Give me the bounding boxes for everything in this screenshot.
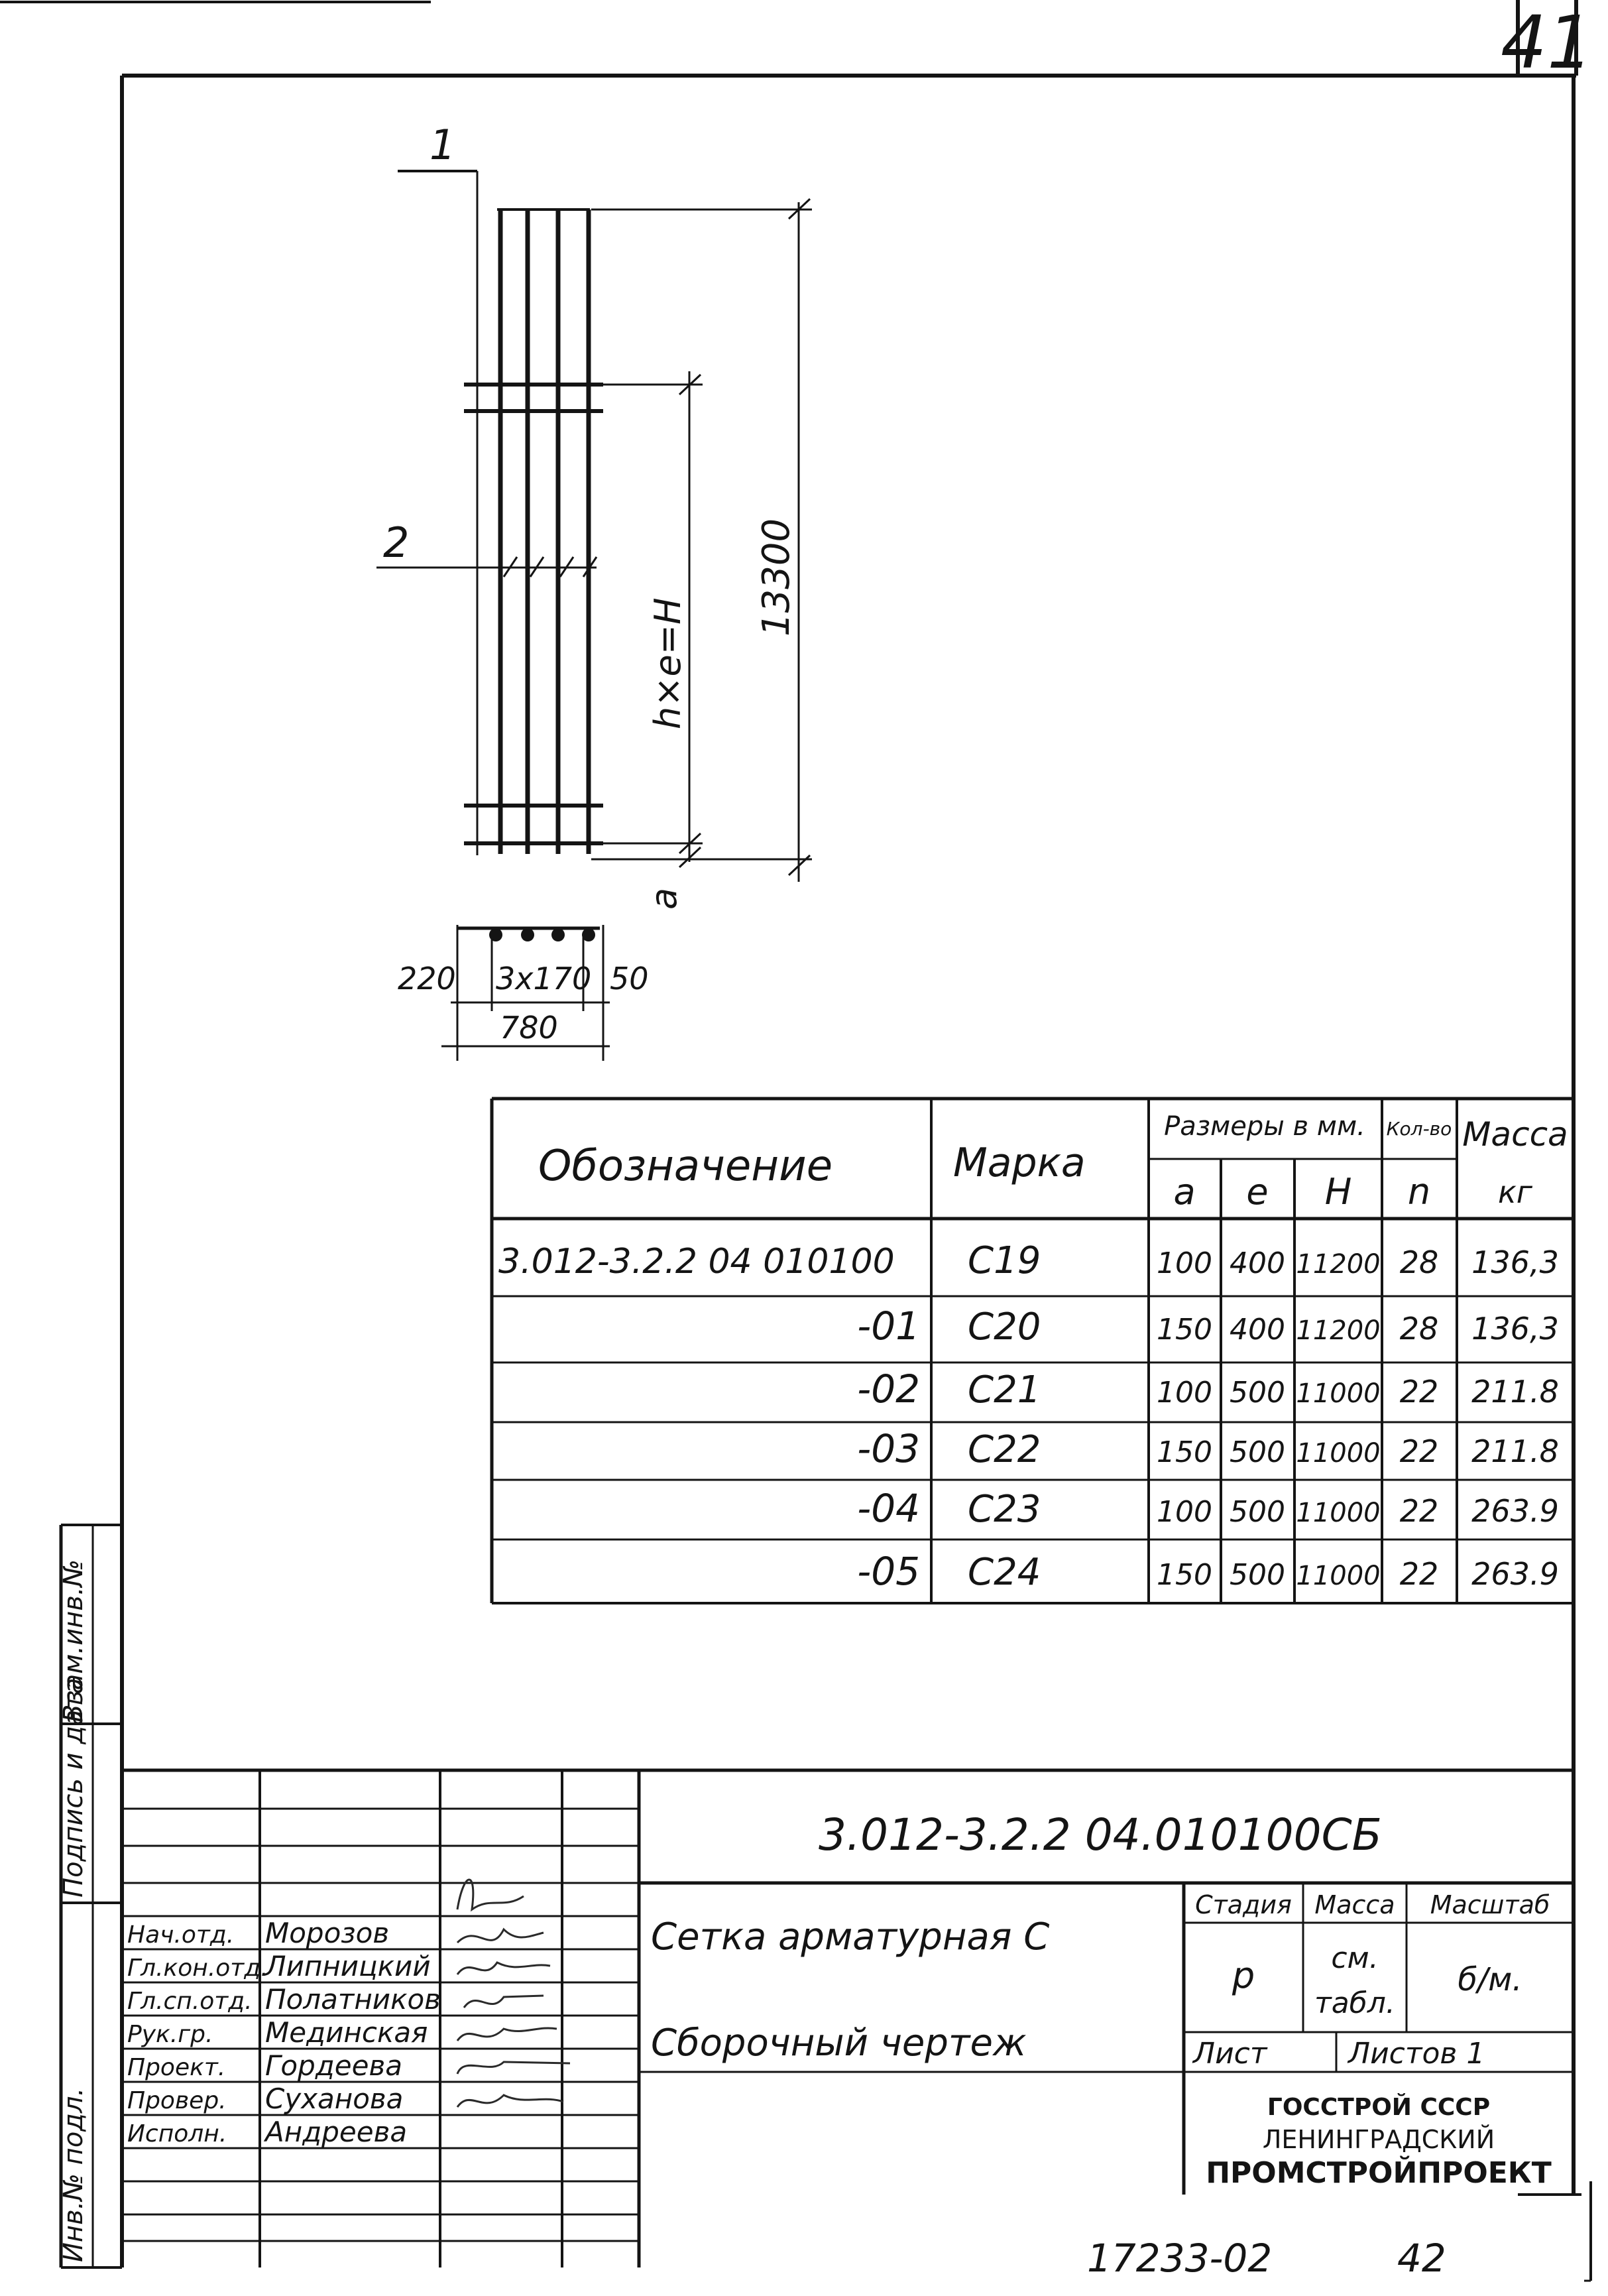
scale-value: б/м. bbox=[1458, 1961, 1522, 1998]
staff-role: Рук.гр. bbox=[127, 2021, 213, 2048]
row-e: 500 bbox=[1230, 1435, 1285, 1469]
sub-header-kg: кг bbox=[1498, 1174, 1532, 1210]
dimension-220: 220 bbox=[398, 961, 456, 997]
col-mass-header: Масса bbox=[1462, 1115, 1568, 1154]
sub-header-e: e bbox=[1246, 1171, 1269, 1213]
drawing-title-line1: Сетка арматурная С bbox=[651, 1915, 1050, 1959]
mass-value-1: см. bbox=[1331, 1941, 1379, 1975]
row-designation: -05 bbox=[857, 1549, 920, 1594]
signature-6 bbox=[457, 2062, 570, 2074]
signatures bbox=[457, 1880, 570, 2107]
side-label-vzam: Взам.инв.№ bbox=[58, 1559, 89, 1722]
side-label-podpis: Подпись и дата bbox=[58, 1677, 89, 1898]
row-e: 400 bbox=[1230, 1246, 1285, 1280]
footer-page-number: 42 bbox=[1397, 2236, 1446, 2281]
mesh-drawing bbox=[376, 171, 812, 1061]
row-mark: C24 bbox=[968, 1551, 1041, 1594]
row-mark: C19 bbox=[968, 1239, 1041, 1282]
position-1-label: 1 bbox=[430, 121, 456, 169]
row-a: 100 bbox=[1157, 1246, 1212, 1280]
row-designation: -02 bbox=[857, 1366, 920, 1412]
sub-header-a: a bbox=[1173, 1171, 1196, 1213]
row-mass: 136,3 bbox=[1471, 1311, 1559, 1347]
dimension-13300: 13300 bbox=[755, 518, 798, 636]
signature-5 bbox=[457, 2028, 557, 2041]
row-mark: C23 bbox=[968, 1488, 1041, 1531]
row-designation: -01 bbox=[857, 1303, 920, 1349]
staff-role: Исполн. bbox=[127, 2120, 227, 2147]
signature-4 bbox=[464, 1996, 544, 2008]
row-mass: 263.9 bbox=[1471, 1556, 1559, 1592]
staff-name: Мединская bbox=[265, 2016, 428, 2049]
staff-role: Нач.отд. bbox=[127, 1921, 235, 1949]
staff-name: Морозов bbox=[265, 1917, 390, 1949]
signature-3 bbox=[457, 1963, 550, 1974]
row-n: 28 bbox=[1399, 1244, 1439, 1280]
row-mass: 211.8 bbox=[1471, 1433, 1559, 1469]
section-bar-dots bbox=[489, 928, 595, 941]
col-mark-header: Марка bbox=[953, 1140, 1086, 1186]
stage-value: р bbox=[1232, 1955, 1255, 1996]
row-n: 28 bbox=[1399, 1311, 1439, 1347]
row-e: 500 bbox=[1230, 1558, 1285, 1592]
stage-label: Стадия bbox=[1195, 1890, 1292, 1919]
sub-header-H: H bbox=[1324, 1171, 1352, 1213]
org-line-2: ЛЕНИНГРАДСКИЙ bbox=[1262, 2125, 1495, 2154]
org-line-3: ПРОМСТРОЙПРОЕКТ bbox=[1206, 2156, 1552, 2190]
row-a: 100 bbox=[1157, 1495, 1212, 1529]
position-2-label: 2 bbox=[383, 518, 410, 567]
staff-role: Провер. bbox=[127, 2087, 227, 2114]
spec-table-rows bbox=[498, 1239, 1559, 1594]
row-n: 22 bbox=[1399, 1493, 1439, 1529]
row-designation: -03 bbox=[857, 1426, 920, 1471]
row-H: 11000 bbox=[1296, 1438, 1381, 1469]
row-H: 11000 bbox=[1296, 1561, 1381, 1591]
row-e: 500 bbox=[1230, 1376, 1285, 1410]
dimension-50: 50 bbox=[610, 961, 649, 997]
scale-label: Масштаб bbox=[1430, 1890, 1550, 1919]
staff-name: Гордеева bbox=[265, 2049, 402, 2082]
row-a: 150 bbox=[1157, 1435, 1212, 1469]
col-qty-header: Кол-во bbox=[1386, 1118, 1452, 1140]
row-mass: 263.9 bbox=[1471, 1493, 1559, 1529]
row-designation: -04 bbox=[857, 1486, 920, 1531]
col-sizes-header: Размеры в мм. bbox=[1164, 1111, 1365, 1142]
document-code: 3.012-3.2.2 04.010100СБ bbox=[819, 1809, 1382, 1860]
signature-1 bbox=[457, 1880, 524, 1909]
row-designation: 3.012-3.2.2 04 010100 bbox=[498, 1242, 895, 1282]
row-a: 100 bbox=[1157, 1376, 1212, 1410]
row-n: 22 bbox=[1399, 1556, 1439, 1592]
row-mark: C21 bbox=[968, 1368, 1041, 1412]
staff-name: Андреева bbox=[265, 2116, 408, 2148]
staff-name: Суханова bbox=[265, 2083, 404, 2115]
dimension-3x170: 3x170 bbox=[496, 961, 592, 997]
dimension-780: 780 bbox=[500, 1010, 558, 1046]
page-number: 41 bbox=[1501, 0, 1593, 85]
mass-label: Масса bbox=[1314, 1890, 1395, 1919]
staff-list bbox=[127, 1917, 441, 2148]
side-label-inv-podl: Инв.№ подл. bbox=[58, 2087, 89, 2262]
col-designation-header: Обозначение bbox=[538, 1142, 833, 1191]
signature-2 bbox=[457, 1929, 544, 1943]
row-mass: 211.8 bbox=[1471, 1374, 1559, 1410]
archive-number: 17233-02 bbox=[1087, 2236, 1273, 2281]
row-n: 22 bbox=[1399, 1374, 1439, 1410]
row-a: 150 bbox=[1157, 1313, 1212, 1347]
staff-role: Гл.сп.отд. bbox=[127, 1988, 253, 2015]
row-H: 11200 bbox=[1296, 1249, 1381, 1280]
row-H: 11200 bbox=[1296, 1315, 1381, 1346]
sheets-count-label: Листов 1 bbox=[1348, 2037, 1485, 2071]
row-e: 500 bbox=[1230, 1495, 1285, 1529]
row-e: 400 bbox=[1230, 1313, 1285, 1347]
sheet-label: Лист bbox=[1193, 2037, 1267, 2071]
staff-name: Липницкий bbox=[265, 1950, 431, 1982]
dimension-a: a bbox=[643, 887, 685, 910]
dimension-hxe-H: h×e=H bbox=[647, 597, 689, 729]
staff-role: Проект. bbox=[127, 2054, 226, 2081]
row-H: 11000 bbox=[1296, 1498, 1381, 1528]
row-mark: C20 bbox=[968, 1305, 1041, 1349]
staff-name: Полатников bbox=[265, 1983, 441, 2016]
drawing-title-line2: Сборочный чертеж bbox=[651, 2022, 1027, 2065]
row-n: 22 bbox=[1399, 1433, 1439, 1469]
sub-header-n: n bbox=[1407, 1171, 1431, 1213]
row-mass: 136,3 bbox=[1471, 1244, 1559, 1280]
mass-value-2: табл. bbox=[1314, 1986, 1395, 2020]
row-a: 150 bbox=[1157, 1558, 1212, 1592]
org-line-1: ГОССТРОЙ СССР bbox=[1267, 2094, 1491, 2121]
row-mark: C22 bbox=[968, 1428, 1041, 1471]
row-H: 11000 bbox=[1296, 1378, 1381, 1409]
signature-7 bbox=[457, 2095, 563, 2107]
staff-role: Гл.кон.отд. bbox=[127, 1955, 268, 1982]
